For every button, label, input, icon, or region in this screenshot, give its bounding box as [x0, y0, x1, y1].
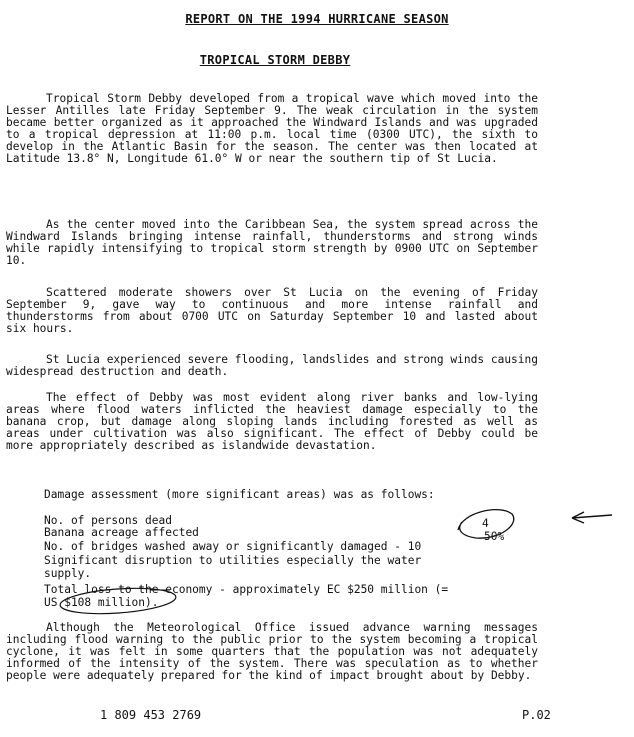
utilities-line-1: Significant disruption to utilities especially the water	[44, 554, 422, 567]
paragraph-caribbean: As the center moved into the Caribbean Sea, the system spread across the Windward Islands bringing intense rainfall, thunderstorms and strong winds while rapidly intensifying to tropical storm strength by 0900 UTC on September 10.	[6, 218, 538, 267]
damage-intro: Damage assessment (more significant areas) was as follows:	[44, 488, 435, 501]
persons-dead-label: No. of persons dead	[44, 514, 172, 527]
economic-loss-line-1: Total loss to the economy - approximately EC $250 million (=	[44, 583, 449, 596]
paragraph-formation: Tropical Storm Debby developed from a tropical wave which moved into the Lesser Antilles late Friday September 9. The weak circulation in the system became better organized as it approached the Windward Islands and was upgraded to a tropical depression at 11:00 p.m. local time (0300 UTC), the sixth to develop in the Atlantic Basin for the season. The center was then located at Latitude 13.8° N, Longitude 61.0° W or near the southern tip of St Lucia.	[6, 92, 538, 165]
paragraph-showers: Scattered moderate showers over St Lucia on the evening of Friday September 9, gave way to continuous and more intense rainfall and thunderstorms from about 0700 UTC on Saturday September 10 and lasted about six hours.	[6, 286, 538, 335]
fax-number: 1 809 453 2769	[100, 708, 202, 722]
page-number: P.02	[522, 708, 551, 722]
report-title: REPORT ON THE 1994 HURRICANE SEASON	[185, 12, 449, 26]
handwritten-arrow-icon	[572, 512, 612, 523]
bridges-line: No. of bridges washed away or significantly damaged - 10	[44, 540, 422, 553]
paragraph-warnings: Although the Meteorological Office issued advance warning messages including flood warning to the public prior to the system becoming a tropical cyclone, it was felt in some quarters that the population was not adequately informed of the intensity of the system. There was speculation as to whether people were adequately prepared for the kind of impact brought about by Debby.	[6, 621, 538, 682]
utilities-line-2: supply.	[44, 567, 92, 580]
paragraph-st-lucia-impact: St Lucia experienced severe flooding, landslides and strong winds causing widespread destruction and death.	[6, 353, 538, 378]
economic-loss-line-2: US $108 million).	[44, 596, 159, 609]
banana-acreage-value: 50%	[484, 530, 505, 543]
storm-title: TROPICAL STORM DEBBY	[199, 53, 351, 67]
paragraph-effects: The effect of Debby was most evident along river banks and low-lying areas where flood waters inflicted the heaviest damage especially to the banana crop, but damage along sloping lands including forested as well as areas under cultivation was also significant. The effect of Debby could be more appropriately described as islandwide devastation.	[6, 391, 538, 452]
persons-dead-value: 4	[482, 517, 489, 530]
banana-acreage-label: Banana acreage affected	[44, 526, 199, 539]
